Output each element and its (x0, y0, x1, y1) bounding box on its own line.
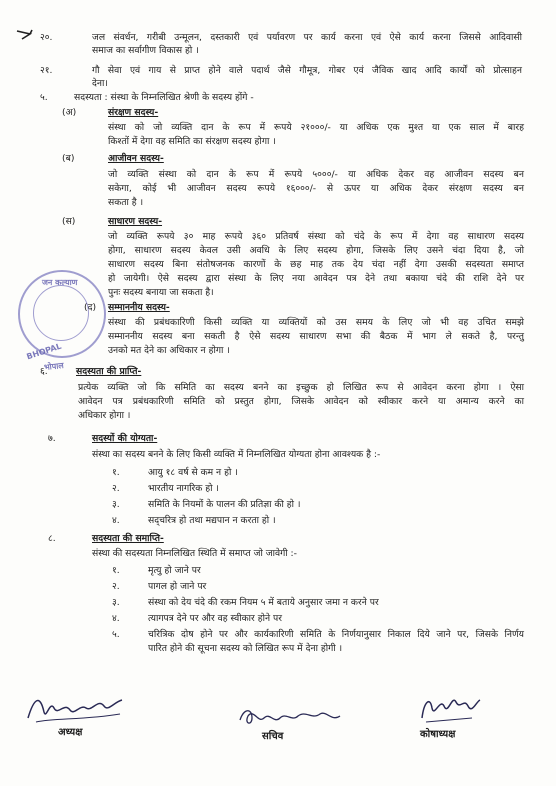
section-intro: संस्था का सदस्य बनने के लिए किसी व्यक्ति में निम्नलिखित योग्यता होना आवश्यक है :- (92, 449, 381, 460)
stamp-inner-ring (33, 285, 89, 341)
stamp-bottom-text: भोपाल (43, 360, 65, 373)
list-item: भारतीय नागरिक हो । (148, 483, 219, 494)
list-item: मृत्यु हो जाने पर (148, 565, 201, 576)
list-number: ४. (112, 613, 120, 624)
subsection-label: (स) (62, 216, 76, 227)
paragraph-line: जो व्यक्ति संस्था को दान के रूप में रूपये ५०००/- या अधिक देकर वह आजीवन सदस्य बन (108, 169, 524, 180)
list-item: पागल हो जाने पर (148, 581, 207, 592)
section-intro: संस्था की सदस्यता निम्नलिखित स्थिति में समाप्त जो जावेगी :- (92, 548, 297, 559)
item-text: समाज का सर्वागीण विकास हो । (92, 45, 199, 56)
item-text: गौ सेवा एवं गाय से प्राप्त होने वाले पदार्थ जैसे गौमूत्र, गोबर एवं जैविक खाद आदि कार्यों को प्रोत्साहन (92, 65, 522, 76)
item-text: जल संवर्धन, गरीबी उन्मूलन, दस्तकारी एवं पर्यावरण पर कार्य करना एवं ऐसे कार्य करना जिससे आदिवासी (92, 32, 522, 43)
paragraph-line: सकता है । (108, 197, 144, 208)
subsection-label: (द) (84, 302, 97, 313)
list-number: १. (112, 565, 120, 576)
stamp-left-text: BHOPAL (25, 341, 63, 362)
list-number: ३. (112, 597, 120, 608)
paragraph-line: किश्तों में देगा वह समिति का संरक्षण सदस्य होगा । (108, 136, 276, 147)
section-title: सदस्यों की योग्यता- (92, 433, 158, 444)
section-number: ७. (48, 433, 56, 444)
list-item: समिति के नियमों के पालन की प्रतिज्ञा की हो । (148, 499, 301, 510)
list-item: संस्था को देय चंदे की रकम नियम ५ में बताये अनुसार जमा न करने पर (148, 597, 379, 608)
paragraph-line: साधारण सदस्य बिना संतोषजनक कारणों के छह माह तक देय चंदा नहीं देगा उसकी सदस्यता समाप्त (108, 259, 524, 270)
list-item: आयु १८ वर्ष से कम न हो । (148, 467, 238, 478)
secretary-signature (236, 700, 346, 738)
paragraph-line: पुनः सदस्य बनाया जा सकता है। (108, 287, 214, 298)
paragraph-line: जो व्यक्ति रूपये ३० माह रूपये ३६० प्रतिवर्ष संस्था को चंदे के रूप में देगा वह साधारण सदस्य (108, 231, 524, 242)
subsection-heading: आजीवन सदस्य- (108, 153, 164, 164)
item-text: देना। (92, 78, 108, 89)
section-title: सदस्यता की प्राप्ति- (76, 366, 142, 377)
list-item-continuation: पारित होने की सूचना सदस्य को लिखित रूप में देना होगी । (148, 643, 343, 654)
subsection-heading: संरक्षण सदस्य- (108, 107, 159, 118)
paragraph-line: हो जायेगी। ऐसे सदस्य द्वारा संस्था के लिए नया आवेदन पत्र देने तथा बकाया चंदे की राशि देने पर (108, 273, 524, 284)
item-number: २०. (40, 32, 53, 43)
paragraph-line: होगा, साधारण सदस्य केवल उसी अवधि के लिए सदस्य होगा, जिसके लिए उसने चंदा दिया है, जो (108, 245, 524, 256)
section-title: सदस्यता : संस्था के निम्नलिखित श्रेणी के सदस्य होंगे - (74, 92, 254, 103)
list-number: २. (112, 483, 120, 494)
stamp-top-text: जन कल्याण (42, 278, 78, 287)
section-number: ५. (40, 92, 48, 103)
list-number: १. (112, 467, 120, 478)
paragraph-line: सकेगा, कोई भी आजीवन सदस्य रूपये १६०००/- से ऊपर या अधिक देकर संरक्षण सदस्य बन (108, 183, 524, 194)
paragraph-line: आवेदन पत्र प्रबंधकारिणी समिति को प्रस्तुत होगा, जिसके आवेदन को स्वीकार करने या अमान्य करने का (78, 396, 524, 407)
subsection-heading: साधारण सदस्य- (108, 216, 163, 227)
paragraph-line: संस्था को जो व्यक्ति दान के रूप में रूपये २१०००/- या अधिक एक मुश्त या एक साल में बारह (108, 122, 524, 133)
list-number: ३. (112, 499, 120, 510)
list-number: ५. (112, 629, 120, 640)
secretary-label: सचिव (262, 731, 284, 742)
paragraph-line: अधिकार होगा । (78, 410, 131, 421)
president-label: अध्यक्ष (58, 727, 83, 738)
list-number: ४. (112, 515, 120, 526)
list-item: सद्चरित्र हो तथा मद्यपान न करता हो । (148, 515, 276, 526)
list-item: चरित्रिक दोष होने पर और कार्यकारिणी समिति के निर्णयानुसार निकाल दिये जाने पर, जिसके निर्णय (148, 629, 524, 640)
list-item: त्यागपत्र देने पर और वह स्वीकार होने पर (148, 613, 282, 624)
subsection-label: (अ) (62, 107, 77, 118)
paragraph-line: संस्था की प्रबंधकारिणी किसी व्यक्ति या व्यक्तियों को उस समय के लिए जो भी वह उचित समझे (108, 317, 524, 328)
paragraph-line: सम्माननीय सदस्य बना सकती है ऐसे सदस्य साधारण सभा की बैठक में भाग ले सकते है, परन्तु (108, 331, 524, 342)
subsection-heading: सम्माननीय सदस्य- (108, 302, 170, 313)
margin-arrow-mark (16, 27, 34, 45)
paragraph-line: प्रत्येक व्यक्ति जो कि समिति का सदस्य बनने का इच्छुक हो लिखित रूप से आवेदन करना होगा । ऐसा (78, 382, 524, 393)
section-title: सदस्यता की समाप्ति- (92, 533, 164, 544)
paragraph-line: उनको मत देने का अधिकार न होगा । (108, 345, 230, 356)
section-number: ६. (40, 366, 48, 377)
treasurer-signature (416, 688, 486, 730)
item-number: २१. (40, 65, 53, 76)
section-number: ८. (48, 533, 56, 544)
subsection-label: (ब) (62, 153, 75, 164)
treasurer-label: कोषाध्यक्ष (420, 729, 456, 740)
list-number: २. (112, 581, 120, 592)
